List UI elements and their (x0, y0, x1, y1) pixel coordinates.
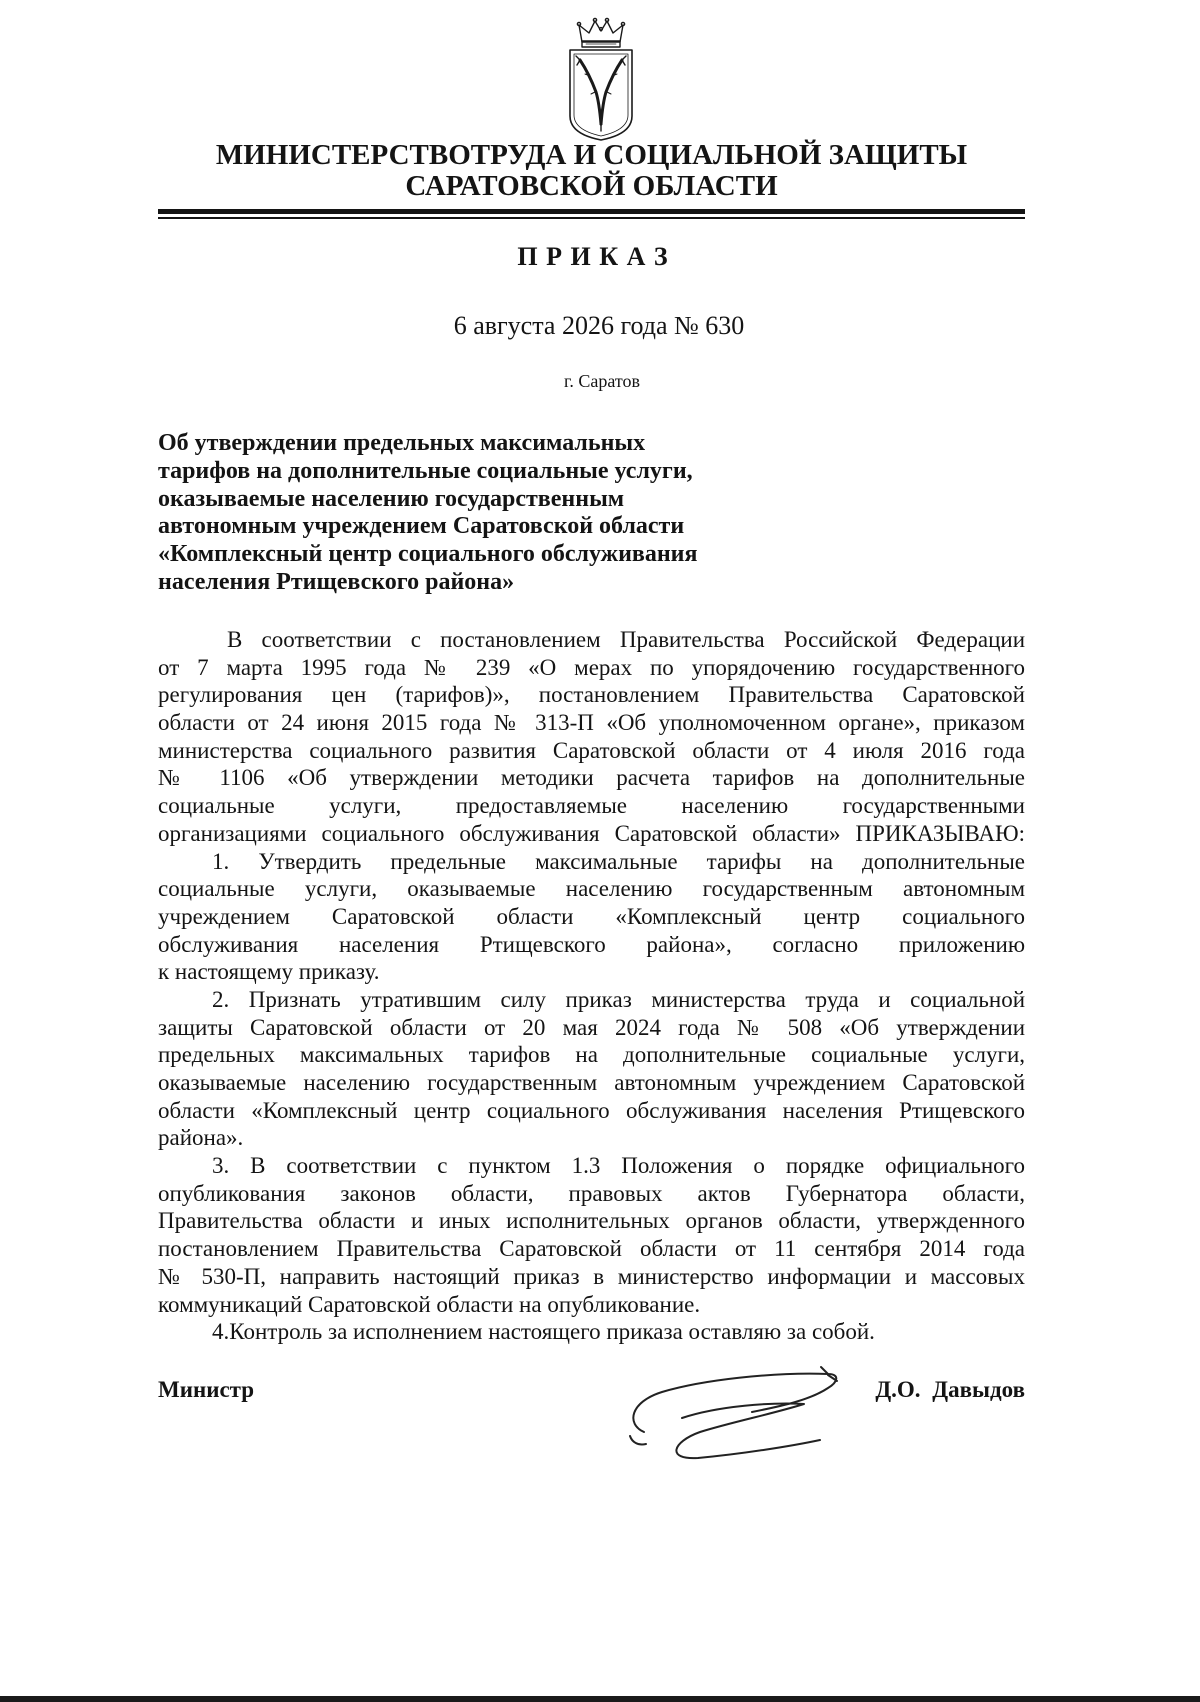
body-line: защиты Саратовской области от 20 мая 2024 года № 508 «Об утверждении (158, 1014, 1025, 1040)
body-line: 3. В соответствии с пунктом 1.3 Положения о порядке официального (212, 1153, 1025, 1179)
document-title (158, 430, 798, 597)
ministry-name (158, 140, 1025, 202)
signatory-position: Министр (158, 1377, 255, 1402)
signatory-name: Д.О. Давыдов (875, 1377, 1025, 1402)
body-line: 1. Утвердить предельные максимальные тарифы на дополнительные (212, 848, 1025, 874)
body-paragraph-item-2 (158, 986, 1025, 1152)
body-paragraph-preamble (158, 626, 1025, 848)
body-line: Правительства области и иных исполнительных органов области, утвержденного (158, 1208, 1025, 1234)
body-line: предельных максимальных тарифов на дополнительные социальные услуги, (158, 1042, 1025, 1068)
body-paragraph-item-4 (158, 1318, 1025, 1346)
coat-of-arms-icon (566, 16, 636, 142)
body-line: постановлением Правительства Саратовской области от 11 сентября 2014 года (158, 1236, 1025, 1262)
body-line: учреждением Саратовской области «Комплексный центр социального (158, 903, 1025, 929)
body-line: 2. Признать утратившим силу приказ министерства труда и социальной (212, 986, 1025, 1012)
header-rule-thick (158, 209, 1025, 214)
body-line: опубликования законов области, правовых актов Губернатора области, (158, 1180, 1025, 1206)
body-line: области от 24 июня 2015 года № 313-П «Об уполномоченном органе», приказом (158, 710, 1025, 736)
body-line: регулирования цен (тарифов)», постановлением Правительства Саратовской (158, 682, 1025, 708)
sterlet-fish-icon (576, 56, 626, 131)
body-paragraph-item-3 (158, 1152, 1025, 1318)
body-line: 4.Контроль за исполнением настоящего приказа оставляю за собой. (212, 1319, 875, 1345)
body-line: министерства социального развития Саратовской области от 4 июля 2016 года (158, 737, 1025, 763)
title-line: населения Ртищевского района» (158, 568, 515, 595)
body-line: № 1106 «Об утверждении методики расчета тарифов на дополнительные (158, 765, 1025, 791)
body-line: оказываемые населению государственным автономным учреждением Саратовской (158, 1070, 1025, 1095)
title-line: Об утверждении предельных максимальных (158, 430, 646, 456)
scan-edge-line (0, 1696, 1200, 1702)
ministry-name-line: МИНИСТЕРСТВОТРУДА И СОЦИАЛЬНОЙ ЗАЩИТЫ (215, 139, 968, 171)
body-line: от 7 марта 1995 года № 239 «О мерах по упорядочению государственного (158, 654, 1025, 680)
body-line: № 530-П, направить настоящий приказ в министерство информации и массовых (158, 1263, 1025, 1289)
handwritten-signature (622, 1362, 850, 1462)
document-type-heading: П Р И К А З (517, 242, 669, 271)
document-place: г. Саратов (564, 371, 640, 391)
body-line: обслуживания населения Ртищевского района», согласно приложению (158, 931, 1025, 957)
title-line: автономным учреждением Саратовской области (158, 513, 685, 540)
body-line: В соответствии с постановлением Правительства Российской Федерации (227, 627, 1025, 652)
document-body (158, 626, 1025, 1346)
body-line: области «Комплексный центр социального обслуживания населения Ртищевского (158, 1097, 1025, 1123)
body-line: социальные услуги, оказываемые населению государственным автономным (158, 876, 1025, 902)
header-rule-thin (158, 217, 1025, 219)
crown-icon (577, 18, 624, 47)
body-line: организациями социального обслуживания Саратовской области» ПРИКАЗЫВАЮ: (158, 820, 1025, 846)
title-line: оказываемые населению государственным (158, 485, 625, 512)
title-line: тарифов на дополнительные социальные услуги, (158, 457, 693, 484)
body-line: коммуникаций Саратовской области на опубликование. (158, 1291, 701, 1317)
body-line: к настоящему приказу. (158, 959, 380, 985)
document-date-number: 6 августа 2026 года № 630 (453, 311, 745, 340)
ministry-name-line: САРАТОВСКОЙ ОБЛАСТИ (405, 170, 778, 202)
body-line: социальные услуги, предоставляемые населению государственными (158, 793, 1025, 819)
title-line: «Комплексный центр социального обслуживания (158, 541, 698, 568)
body-line: района». (158, 1125, 244, 1151)
body-paragraph-item-1 (158, 848, 1025, 986)
